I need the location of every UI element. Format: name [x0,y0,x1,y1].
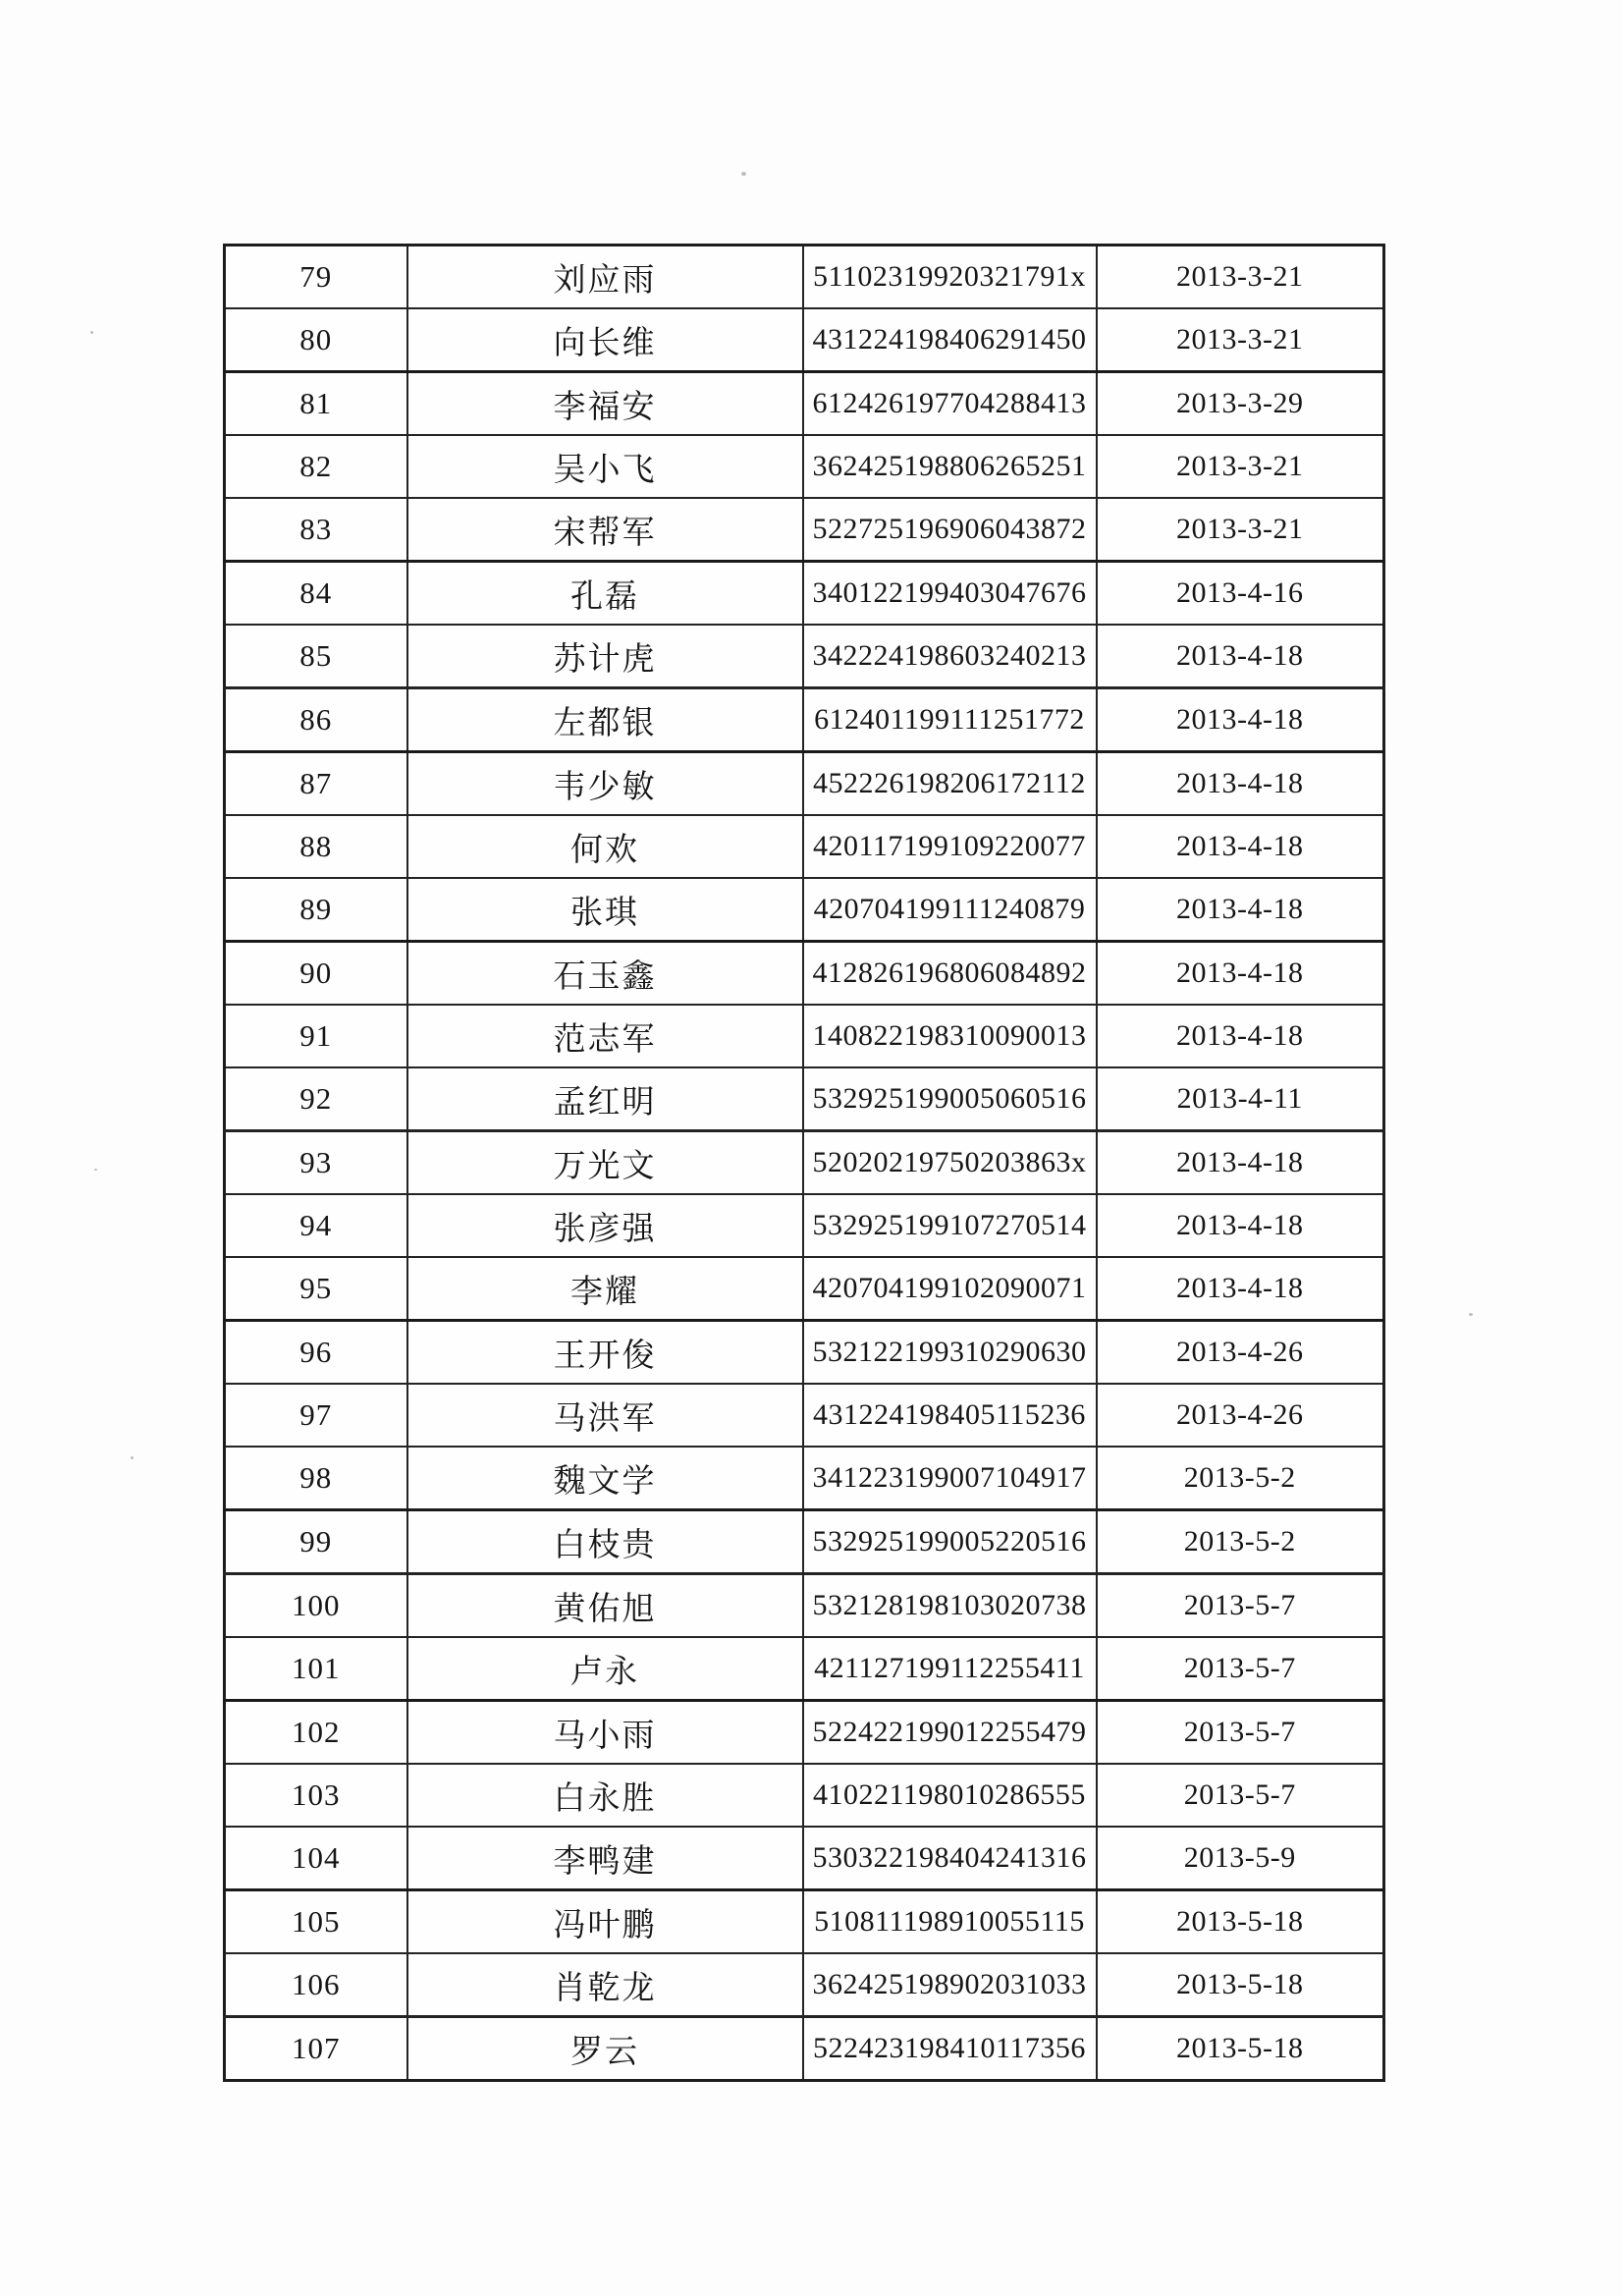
row-index-cell: 91 [225,1005,407,1067]
table-row [225,1637,1384,1701]
table-row [225,1953,1384,2017]
date-cell: 2013-3-21 [1097,246,1384,309]
table-row [225,1701,1384,1765]
id-number-cell: 532925199005060516 [803,1067,1097,1131]
roster-table-body [225,246,1384,2081]
table-row [225,1384,1384,1447]
row-index-cell: 102 [225,1701,407,1765]
table-row [225,372,1384,436]
date-cell: 2013-5-2 [1097,1447,1384,1510]
name-cell: 吴小飞 [407,435,803,498]
name-cell: 李福安 [407,372,803,436]
table-row [225,498,1384,562]
scan-speck [1469,1313,1473,1316]
date-cell: 2013-5-7 [1097,1701,1384,1765]
name-cell: 白永胜 [407,1764,803,1827]
table-row [225,435,1384,498]
name-cell: 宋帮军 [407,498,803,562]
row-index-cell: 89 [225,878,407,942]
scan-speck [94,1169,97,1171]
name-cell: 王开俊 [407,1321,803,1385]
table-row [225,1005,1384,1067]
table-row [225,1890,1384,1954]
row-index-cell: 79 [225,246,407,309]
date-cell: 2013-4-26 [1097,1384,1384,1447]
table-row [225,1447,1384,1510]
table-row [225,1194,1384,1257]
date-cell: 2013-4-18 [1097,752,1384,816]
id-number-cell: 522423198410117356 [803,2017,1097,2081]
row-index-cell: 101 [225,1637,407,1701]
name-cell: 卢永 [407,1637,803,1701]
name-cell: 苏计虎 [407,625,803,688]
id-number-cell: 421127199112255411 [803,1637,1097,1701]
date-cell: 2013-3-21 [1097,498,1384,562]
row-index-cell: 95 [225,1257,407,1321]
row-index-cell: 86 [225,688,407,752]
name-cell: 魏文学 [407,1447,803,1510]
id-number-cell: 532128198103020738 [803,1574,1097,1638]
row-index-cell: 99 [225,1510,407,1574]
row-index-cell: 93 [225,1131,407,1195]
name-cell: 黄佑旭 [407,1574,803,1638]
row-index-cell: 80 [225,308,407,372]
table-row [225,688,1384,752]
row-index-cell: 94 [225,1194,407,1257]
id-number-cell: 140822198310090013 [803,1005,1097,1067]
name-cell: 李耀 [407,1257,803,1321]
row-index-cell: 103 [225,1764,407,1827]
name-cell: 范志军 [407,1005,803,1067]
date-cell: 2013-4-18 [1097,1194,1384,1257]
name-cell: 刘应雨 [407,246,803,309]
date-cell: 2013-4-11 [1097,1067,1384,1131]
id-number-cell: 362425198806265251 [803,435,1097,498]
table-row [225,1321,1384,1385]
name-cell: 左都银 [407,688,803,752]
roster-table [223,244,1385,2082]
name-cell: 冯叶鹏 [407,1890,803,1954]
name-cell: 肖乾龙 [407,1953,803,2017]
name-cell: 韦少敏 [407,752,803,816]
row-index-cell: 88 [225,815,407,878]
id-number-cell: 452226198206172112 [803,752,1097,816]
id-number-cell: 420704199111240879 [803,878,1097,942]
row-index-cell: 90 [225,942,407,1006]
row-index-cell: 105 [225,1890,407,1954]
table-row [225,1067,1384,1131]
date-cell: 2013-5-7 [1097,1764,1384,1827]
name-cell: 罗云 [407,2017,803,2081]
date-cell: 2013-5-7 [1097,1637,1384,1701]
id-number-cell: 431224198406291450 [803,308,1097,372]
table-row [225,1131,1384,1195]
date-cell: 2013-5-18 [1097,2017,1384,2081]
date-cell: 2013-4-18 [1097,1005,1384,1067]
table-row [225,2017,1384,2081]
row-index-cell: 92 [225,1067,407,1131]
id-number-cell: 532122199310290630 [803,1321,1097,1385]
id-number-cell: 340122199403047676 [803,562,1097,626]
row-index-cell: 98 [225,1447,407,1510]
date-cell: 2013-5-2 [1097,1510,1384,1574]
table-row [225,878,1384,942]
table-row [225,562,1384,626]
name-cell: 张琪 [407,878,803,942]
date-cell: 2013-3-21 [1097,435,1384,498]
id-number-cell: 420117199109220077 [803,815,1097,878]
row-index-cell: 104 [225,1827,407,1890]
table-row [225,1574,1384,1638]
date-cell: 2013-4-26 [1097,1321,1384,1385]
name-cell: 马洪军 [407,1384,803,1447]
name-cell: 李鸭建 [407,1827,803,1890]
name-cell: 张彦强 [407,1194,803,1257]
name-cell: 白枝贵 [407,1510,803,1574]
date-cell: 2013-5-7 [1097,1574,1384,1638]
row-index-cell: 87 [225,752,407,816]
id-number-cell: 532925199107270514 [803,1194,1097,1257]
name-cell: 万光文 [407,1131,803,1195]
table-row [225,1510,1384,1574]
date-cell: 2013-4-18 [1097,1257,1384,1321]
id-number-cell: 420704199102090071 [803,1257,1097,1321]
date-cell: 2013-4-18 [1097,878,1384,942]
id-number-cell: 412826196806084892 [803,942,1097,1006]
scan-speck [131,1456,134,1459]
scan-speck [90,331,93,334]
id-number-cell: 362425198902031033 [803,1953,1097,2017]
row-index-cell: 85 [225,625,407,688]
table-row [225,308,1384,372]
scan-speck [741,172,746,176]
row-index-cell: 96 [225,1321,407,1385]
id-number-cell: 530322198404241316 [803,1827,1097,1890]
id-number-cell: 431224198405115236 [803,1384,1097,1447]
row-index-cell: 82 [225,435,407,498]
date-cell: 2013-4-18 [1097,625,1384,688]
name-cell: 孟红明 [407,1067,803,1131]
row-index-cell: 100 [225,1574,407,1638]
table-row [225,1257,1384,1321]
date-cell: 2013-3-29 [1097,372,1384,436]
id-number-cell: 410221198010286555 [803,1764,1097,1827]
date-cell: 2013-5-18 [1097,1890,1384,1954]
id-number-cell: 341223199007104917 [803,1447,1097,1510]
id-number-cell: 612401199111251772 [803,688,1097,752]
table-row [225,1827,1384,1890]
id-number-cell: 52020219750203863x [803,1131,1097,1195]
id-number-cell: 612426197704288413 [803,372,1097,436]
name-cell: 石玉鑫 [407,942,803,1006]
name-cell: 向长维 [407,308,803,372]
name-cell: 何欢 [407,815,803,878]
name-cell: 马小雨 [407,1701,803,1765]
table-row [225,1764,1384,1827]
row-index-cell: 106 [225,1953,407,2017]
date-cell: 2013-4-18 [1097,815,1384,878]
row-index-cell: 83 [225,498,407,562]
table-row [225,942,1384,1006]
name-cell: 孔磊 [407,562,803,626]
id-number-cell: 522725196906043872 [803,498,1097,562]
date-cell: 2013-5-9 [1097,1827,1384,1890]
date-cell: 2013-5-18 [1097,1953,1384,2017]
row-index-cell: 97 [225,1384,407,1447]
id-number-cell: 532925199005220516 [803,1510,1097,1574]
date-cell: 2013-4-18 [1097,1131,1384,1195]
table-row [225,246,1384,309]
date-cell: 2013-4-16 [1097,562,1384,626]
id-number-cell: 51102319920321791x [803,246,1097,309]
date-cell: 2013-4-18 [1097,942,1384,1006]
row-index-cell: 81 [225,372,407,436]
id-number-cell: 522422199012255479 [803,1701,1097,1765]
row-index-cell: 84 [225,562,407,626]
table-row [225,815,1384,878]
table-row [225,625,1384,688]
date-cell: 2013-4-18 [1097,688,1384,752]
id-number-cell: 510811198910055115 [803,1890,1097,1954]
row-index-cell: 107 [225,2017,407,2081]
table-row [225,752,1384,816]
id-number-cell: 342224198603240213 [803,625,1097,688]
date-cell: 2013-3-21 [1097,308,1384,372]
